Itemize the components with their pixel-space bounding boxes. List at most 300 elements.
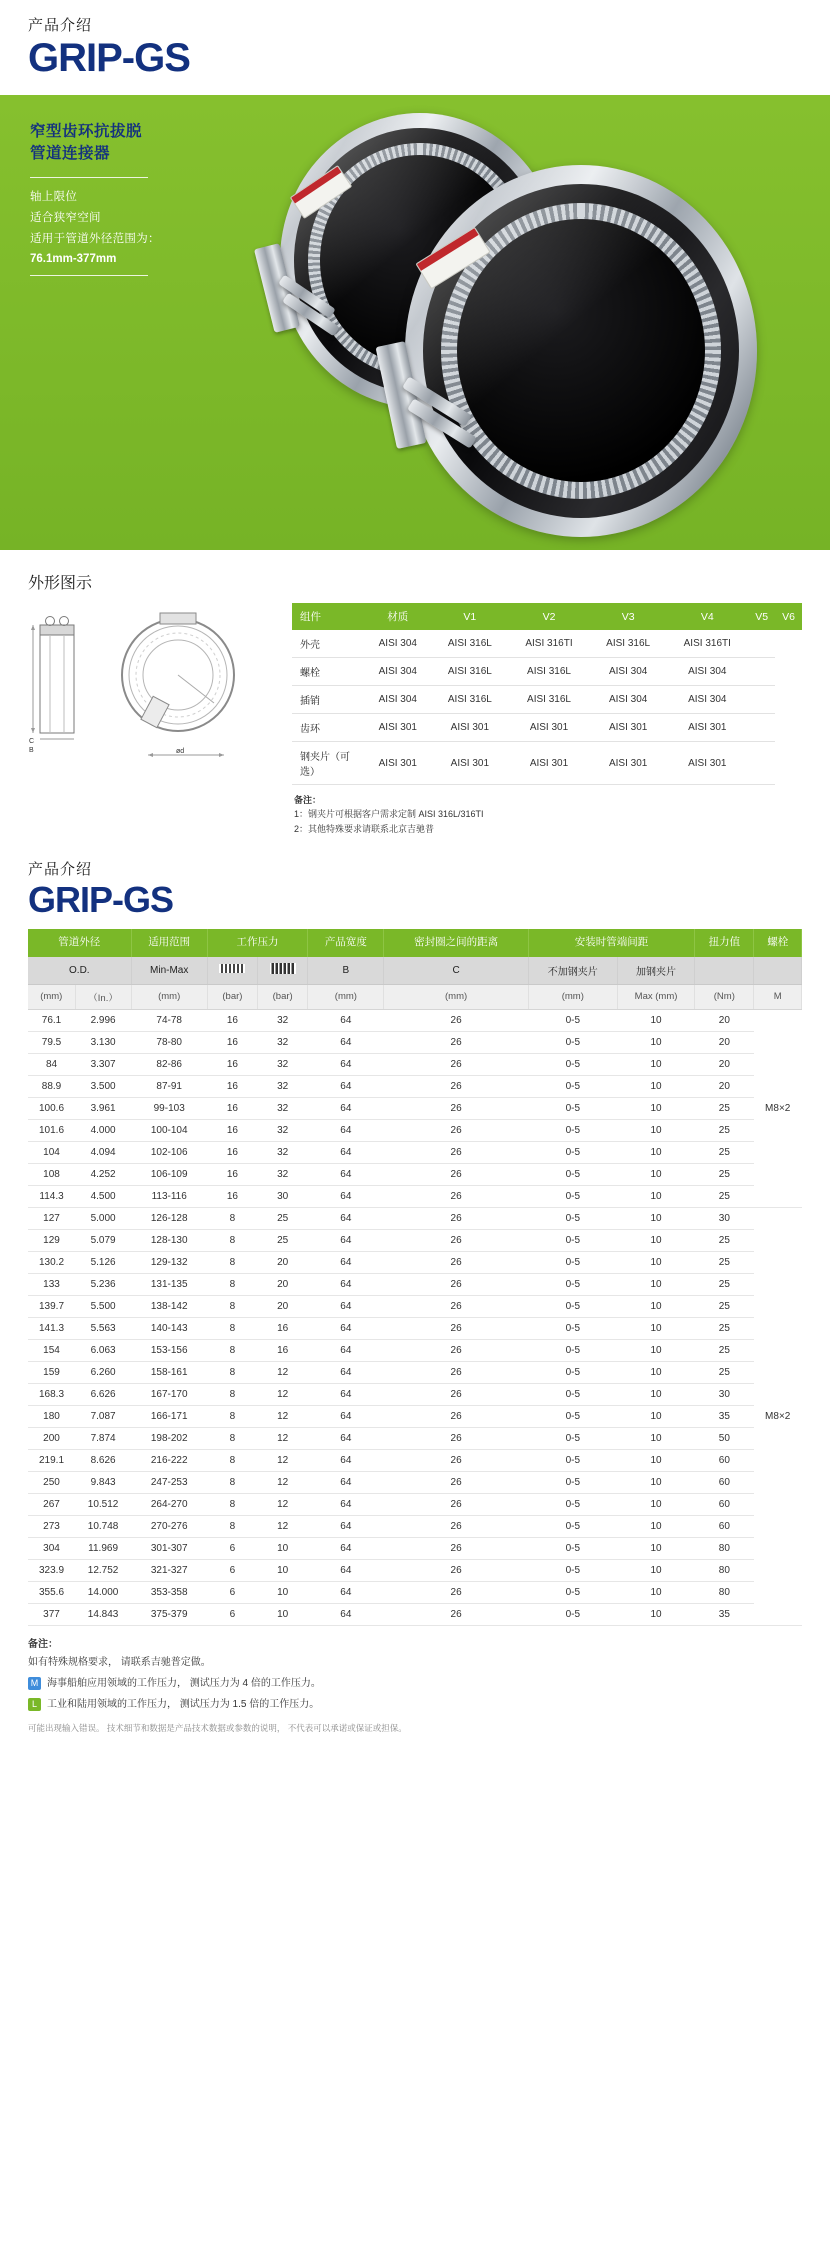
spec-cell: 5.236	[75, 1273, 131, 1295]
spec-cell: 74-78	[131, 1009, 207, 1031]
spec-cell: 64	[308, 1493, 384, 1515]
spec-unit-header-row	[28, 984, 802, 1009]
spec-cell: 128-130	[131, 1229, 207, 1251]
spec-cell: 0-5	[528, 1405, 617, 1427]
spec-cell: 108	[28, 1163, 75, 1185]
spec-cell: 130.2	[28, 1251, 75, 1273]
spec-group-bolt: 螺栓	[754, 929, 802, 957]
spec-cell: 131-135	[131, 1273, 207, 1295]
spec-cell: 64	[308, 1207, 384, 1229]
table-row	[28, 1273, 802, 1295]
spec-cell: 20	[695, 1031, 754, 1053]
spec-cell: 0-5	[528, 1515, 617, 1537]
spec-cell: 219.1	[28, 1449, 75, 1471]
spec-cell: 6	[207, 1581, 257, 1603]
spec-unit-bar-1: (bar)	[207, 984, 257, 1009]
spec-cell: 26	[384, 1317, 528, 1339]
spec-cell: 26	[384, 1515, 528, 1537]
spec-sub-c: C	[384, 957, 528, 985]
material-table-body	[292, 630, 802, 785]
spec-cell: 140-143	[131, 1317, 207, 1339]
spec-cell: 60	[695, 1515, 754, 1537]
spec-sub-torque	[695, 957, 754, 985]
material-row-label: 插销	[292, 686, 364, 714]
spec-cell: 102-106	[131, 1141, 207, 1163]
spec-cell: 64	[308, 1405, 384, 1427]
spec-sub-no-clip-text: 不加钢夹片	[547, 966, 598, 978]
spec-cell: 355.6	[28, 1581, 75, 1603]
spec-cell: 10	[617, 1383, 694, 1405]
spec-unit-b-mm: (mm)	[308, 984, 384, 1009]
spec-cell: 0-5	[528, 1031, 617, 1053]
spec-cell: 3.500	[75, 1075, 131, 1097]
spec-cell: 26	[384, 1053, 528, 1075]
spec-cell: 0-5	[528, 1075, 617, 1097]
spec-cell: 264-270	[131, 1493, 207, 1515]
spec-cell: 8.626	[75, 1449, 131, 1471]
spec-cell: 20	[695, 1075, 754, 1097]
spec-cell: 25	[695, 1295, 754, 1317]
spec-sub-bar-icon-2	[258, 957, 308, 985]
spec-cell: 30	[695, 1207, 754, 1229]
spec-cell: 30	[695, 1383, 754, 1405]
spec-cell: 8	[207, 1361, 257, 1383]
spec-cell: 6	[207, 1559, 257, 1581]
spec-cell: 26	[384, 1295, 528, 1317]
material-cell: AISI 316TI	[666, 630, 748, 658]
spec-cell: 26	[384, 1229, 528, 1251]
spec-unit-gap-max: Max (mm)	[617, 984, 694, 1009]
drawing-svg	[28, 603, 278, 778]
spec-cell: 141.3	[28, 1317, 75, 1339]
table-row	[28, 1559, 802, 1581]
material-note-line-1: 1：钢夹片可根据客户需求定制 AISI 316L/316TI	[294, 809, 484, 820]
spec-cell: 10	[617, 1603, 694, 1625]
spec-cell: 10	[617, 1075, 694, 1097]
spec-cell: 12	[258, 1471, 308, 1493]
spec-cell: 0-5	[528, 1603, 617, 1625]
spec-cell: 64	[308, 1163, 384, 1185]
spec-cell: 26	[384, 1471, 528, 1493]
spec-cell: 25	[695, 1273, 754, 1295]
table-row	[28, 1163, 802, 1185]
spec-cell: 0-5	[528, 1339, 617, 1361]
footnote-title: 备注：	[28, 1638, 58, 1650]
spec-cell: 64	[308, 1119, 384, 1141]
spec-cell: 4.094	[75, 1141, 131, 1163]
spec-cell: 216-222	[131, 1449, 207, 1471]
table-row	[28, 1295, 802, 1317]
spec-cell: 32	[258, 1141, 308, 1163]
spec-cell: 270-276	[131, 1515, 207, 1537]
material-note-title: 备注：	[294, 795, 322, 805]
spec-cell: 12	[258, 1427, 308, 1449]
hero-divider-2	[30, 275, 148, 276]
spec-cell: 113-116	[131, 1185, 207, 1207]
spec-cell: 50	[695, 1427, 754, 1449]
material-col-material: 材质	[364, 603, 432, 630]
material-cell: AISI 316L	[508, 686, 590, 714]
material-note	[292, 793, 802, 836]
hero-title-line2: 管道连接器	[30, 145, 111, 163]
spec-cell: 25	[695, 1163, 754, 1185]
spec-cell: 8	[207, 1251, 257, 1273]
table-row	[28, 1119, 802, 1141]
spec-cell: 0-5	[528, 1097, 617, 1119]
spec-cell: 10.748	[75, 1515, 131, 1537]
spec-cell: 5.126	[75, 1251, 131, 1273]
svg-text:C: C	[29, 738, 35, 745]
spec-cell: 25	[695, 1361, 754, 1383]
table-row	[292, 686, 802, 714]
spec-cell: 10	[617, 1185, 694, 1207]
spec-cell: 10	[617, 1251, 694, 1273]
spec-cell: 26	[384, 1075, 528, 1097]
spec-cell: 20	[258, 1251, 308, 1273]
spec-cell: 76.1	[28, 1009, 75, 1031]
spec-cell: 64	[308, 1361, 384, 1383]
spec-cell: 12	[258, 1493, 308, 1515]
material-col-v2: V2	[508, 603, 590, 630]
spec-cell: 64	[308, 1603, 384, 1625]
material-col-component: 组件	[292, 603, 364, 630]
material-cell: AISI 316L	[432, 686, 508, 714]
spec-cell: 8	[207, 1515, 257, 1537]
spec-cell: 26	[384, 1361, 528, 1383]
spec-cell: 26	[384, 1493, 528, 1515]
spec-cell: 64	[308, 1075, 384, 1097]
material-col-v6: V6	[775, 603, 802, 630]
hero-size-range: 76.1mm-377mm	[30, 252, 117, 265]
marine-badge-icon: M	[28, 1677, 41, 1690]
table-row	[28, 1493, 802, 1515]
spec-cell: 6	[207, 1603, 257, 1625]
spec-cell: 5.500	[75, 1295, 131, 1317]
spec-cell: 159	[28, 1361, 75, 1383]
spec-cell: 64	[308, 1053, 384, 1075]
spec-group-range: 适用范围	[131, 929, 207, 957]
spec-cell: 10	[617, 1581, 694, 1603]
material-cell: AISI 301	[364, 742, 432, 785]
spec-cell: 5.000	[75, 1207, 131, 1229]
spec-cell: 64	[308, 1471, 384, 1493]
footnotes	[0, 1626, 830, 1754]
material-cell: AISI 304	[364, 658, 432, 686]
spec-cell: 7.874	[75, 1427, 131, 1449]
spec-cell: 26	[384, 1581, 528, 1603]
spec-unit-nm: (Nm)	[695, 984, 754, 1009]
spec-cell: 26	[384, 1537, 528, 1559]
spec-cell: 0-5	[528, 1383, 617, 1405]
table-row	[28, 1053, 802, 1075]
spec-cell: 8	[207, 1493, 257, 1515]
hero-feature-2: 适合狭窄空间	[30, 212, 101, 225]
spec-cell: 88.9	[28, 1075, 75, 1097]
table-row	[28, 1031, 802, 1053]
shape-section	[0, 550, 830, 846]
table-row	[28, 1405, 802, 1427]
spec-unit-bar-2: (bar)	[258, 984, 308, 1009]
spec-cell: 0-5	[528, 1251, 617, 1273]
spec-group-od: 管道外径	[28, 929, 131, 957]
spec-cell: 4.000	[75, 1119, 131, 1141]
spec-cell: 377	[28, 1603, 75, 1625]
spec-cell: 0-5	[528, 1207, 617, 1229]
spec-cell: 10	[617, 1141, 694, 1163]
spec-cell: 129-132	[131, 1251, 207, 1273]
spec-cell: 10	[617, 1163, 694, 1185]
material-cell: AISI 301	[666, 742, 748, 785]
spec-cell: 26	[384, 1405, 528, 1427]
spec-cell: 26	[384, 1559, 528, 1581]
spec-cell: 60	[695, 1471, 754, 1493]
specification-table-body	[28, 1009, 802, 1625]
spec-cell: 64	[308, 1537, 384, 1559]
spec-cell: 8	[207, 1273, 257, 1295]
spec-cell: 78-80	[131, 1031, 207, 1053]
spec-cell: 9.843	[75, 1471, 131, 1493]
spec-cell: 12.752	[75, 1559, 131, 1581]
material-cell	[748, 630, 775, 658]
spec-cell: 26	[384, 1097, 528, 1119]
spec-cell: 0-5	[528, 1581, 617, 1603]
spec-cell: 64	[308, 1339, 384, 1361]
spec-cell: 60	[695, 1449, 754, 1471]
spec-cell: 26	[384, 1339, 528, 1361]
spec-cell: 20	[258, 1295, 308, 1317]
spec-cell: 0-5	[528, 1295, 617, 1317]
spec-cell: 8	[207, 1295, 257, 1317]
spec-cell: 60	[695, 1493, 754, 1515]
spec-cell: 32	[258, 1163, 308, 1185]
material-cell: AISI 301	[590, 742, 666, 785]
spec-cell: 2.996	[75, 1009, 131, 1031]
table-row	[28, 1141, 802, 1163]
hero-feature-1: 轴上限位	[30, 190, 78, 203]
spec-cell: 353-358	[131, 1581, 207, 1603]
hero-text-block	[30, 121, 280, 276]
table-row	[28, 1427, 802, 1449]
spec-cell: 12	[258, 1383, 308, 1405]
technical-drawings	[28, 603, 278, 778]
spec-cell: 10	[617, 1097, 694, 1119]
spec-group-width: 产品宽度	[308, 929, 384, 957]
spec-cell: 8	[207, 1471, 257, 1493]
spec-cell: 0-5	[528, 1163, 617, 1185]
spec-cell: 80	[695, 1537, 754, 1559]
spec-cell: 64	[308, 1273, 384, 1295]
spec-cell: 64	[308, 1097, 384, 1119]
spec-cell: 26	[384, 1251, 528, 1273]
material-row-label: 外壳	[292, 630, 364, 658]
spec-group-gap: 安装时管端间距	[528, 929, 695, 957]
spec-cell: 114.3	[28, 1185, 75, 1207]
material-cell: AISI 301	[508, 714, 590, 742]
spec-cell: 10	[258, 1603, 308, 1625]
table-row	[292, 658, 802, 686]
spec-cell: 101.6	[28, 1119, 75, 1141]
spec-cell: 25	[258, 1229, 308, 1251]
table-row	[28, 1207, 802, 1229]
spec-cell: 10	[617, 1339, 694, 1361]
table-row	[292, 630, 802, 658]
spec-cell: 16	[207, 1119, 257, 1141]
spec-cell: 25	[258, 1207, 308, 1229]
material-row-label: 钢夹片（可选）	[292, 742, 364, 785]
spec-sub-bolt	[754, 957, 802, 985]
spec-cell: 79.5	[28, 1031, 75, 1053]
spec-cell: 7.087	[75, 1405, 131, 1427]
spec-cell: 16	[207, 1097, 257, 1119]
spec-cell: 12	[258, 1515, 308, 1537]
land-badge-icon: L	[28, 1698, 41, 1711]
spec-cell: 10.512	[75, 1493, 131, 1515]
table-row	[28, 1383, 802, 1405]
material-cell: AISI 316L	[590, 630, 666, 658]
spec-cell: 323.9	[28, 1559, 75, 1581]
material-cell: AISI 301	[432, 714, 508, 742]
spec-cell: 10	[617, 1273, 694, 1295]
spec-cell: 304	[28, 1537, 75, 1559]
spec-cell: 6.260	[75, 1361, 131, 1383]
spec-cell: 64	[308, 1141, 384, 1163]
spec-unit-range-mm: (mm)	[131, 984, 207, 1009]
material-cell	[748, 658, 775, 686]
spec-cell: 26	[384, 1163, 528, 1185]
spec-cell: 0-5	[528, 1361, 617, 1383]
svg-text:B: B	[29, 747, 34, 754]
material-cell: AISI 301	[364, 714, 432, 742]
hero-feature-3: 适用于管道外径范围为：	[30, 233, 160, 246]
material-cell: AISI 316L	[508, 658, 590, 686]
table-row	[28, 1097, 802, 1119]
material-col-v1: V1	[432, 603, 508, 630]
spec-cell: 3.130	[75, 1031, 131, 1053]
spec-cell: 250	[28, 1471, 75, 1493]
spec-cell: 16	[258, 1339, 308, 1361]
spec-cell: 154	[28, 1339, 75, 1361]
spec-group-header-row	[28, 929, 802, 957]
material-col-v4: V4	[666, 603, 748, 630]
spec-cell: 64	[308, 1449, 384, 1471]
spec-cell: 64	[308, 1295, 384, 1317]
spec-unit-m: M	[754, 984, 802, 1009]
material-cell: AISI 304	[364, 630, 432, 658]
spec-cell: 64	[308, 1559, 384, 1581]
spec-cell: 5.079	[75, 1229, 131, 1251]
spec-cell: 64	[308, 1317, 384, 1339]
spec-cell: 26	[384, 1383, 528, 1405]
table-row	[292, 742, 802, 785]
spec-cell: 0-5	[528, 1141, 617, 1163]
pressure-icon-1	[219, 964, 245, 973]
material-row-label: 螺栓	[292, 658, 364, 686]
shape-section-title: 外形图示	[28, 575, 93, 592]
spec-cell: 82-86	[131, 1053, 207, 1075]
table-row	[28, 1251, 802, 1273]
material-cell: AISI 301	[508, 742, 590, 785]
spec-sub-minmax: Min-Max	[131, 957, 207, 985]
spec-cell: 64	[308, 1229, 384, 1251]
spec-cell: 10	[617, 1009, 694, 1031]
spec-cell: 166-171	[131, 1405, 207, 1427]
spec-cell: 84	[28, 1053, 75, 1075]
spec-cell: 138-142	[131, 1295, 207, 1317]
spec-cell: 301-307	[131, 1537, 207, 1559]
footnote-disclaimer: 可能出现输入错误。 技术细节和数据是产品技术数据或参数的说明， 不代表可以承诺或保证或担保。	[28, 1722, 407, 1733]
material-cell: AISI 316TI	[508, 630, 590, 658]
spec-cell: 14.000	[75, 1581, 131, 1603]
spec-cell: 10	[617, 1493, 694, 1515]
spec-cell: 198-202	[131, 1427, 207, 1449]
spec-cell: 375-379	[131, 1603, 207, 1625]
spec-cell: 0-5	[528, 1119, 617, 1141]
material-table-header-row	[292, 603, 802, 630]
spec-cell: 25	[695, 1317, 754, 1339]
hero-heading-block	[0, 0, 830, 85]
table-row	[28, 1339, 802, 1361]
spec-cell: 26	[384, 1185, 528, 1207]
spec-cell: 12	[258, 1405, 308, 1427]
spec-cell: 200	[28, 1427, 75, 1449]
spec-cell: 64	[308, 1515, 384, 1537]
spec-cell: 10	[617, 1229, 694, 1251]
material-cell: AISI 301	[666, 714, 748, 742]
spec-cell: 3.307	[75, 1053, 131, 1075]
spec-cell: 0-5	[528, 1185, 617, 1207]
pressure-icon-2	[270, 963, 296, 974]
spec-cell: 133	[28, 1273, 75, 1295]
material-cell: AISI 304	[590, 658, 666, 686]
table-row	[28, 1581, 802, 1603]
material-cell	[748, 742, 775, 785]
spec-section	[0, 846, 830, 1625]
table-row	[28, 1515, 802, 1537]
spec-sub-bar-icon-1	[207, 957, 257, 985]
spec-group-seal-distance: 密封圈之间的距离	[384, 929, 528, 957]
spec-cell: 26	[384, 1031, 528, 1053]
spec-cell: 0-5	[528, 1273, 617, 1295]
spec-cell: 25	[695, 1339, 754, 1361]
spec-cell: 14.843	[75, 1603, 131, 1625]
spec-cell: 6.626	[75, 1383, 131, 1405]
spec-cell: 16	[258, 1317, 308, 1339]
footnote-land	[28, 1696, 802, 1714]
spec-cell: 4.252	[75, 1163, 131, 1185]
spec-cell: 0-5	[528, 1009, 617, 1031]
spec-cell: 100.6	[28, 1097, 75, 1119]
spec-cell: 10	[617, 1295, 694, 1317]
spec-cell: 10	[617, 1449, 694, 1471]
spec-cell: 139.7	[28, 1295, 75, 1317]
spec-cell: 16	[207, 1053, 257, 1075]
spec-cell: 180	[28, 1405, 75, 1427]
material-col-v3: V3	[590, 603, 666, 630]
spec-cell: 64	[308, 1185, 384, 1207]
spec-cell: 168.3	[28, 1383, 75, 1405]
spec-cell: 26	[384, 1273, 528, 1295]
spec-cell: 25	[695, 1185, 754, 1207]
material-cell: AISI 316L	[432, 630, 508, 658]
spec-cell: 16	[207, 1075, 257, 1097]
material-table	[292, 603, 802, 785]
spec-cell: 25	[695, 1251, 754, 1273]
spec-cell: 8	[207, 1229, 257, 1251]
spec-cell: 20	[695, 1053, 754, 1075]
table-row	[28, 1229, 802, 1251]
spec-cell: 64	[308, 1031, 384, 1053]
spec-cell: 10	[617, 1515, 694, 1537]
